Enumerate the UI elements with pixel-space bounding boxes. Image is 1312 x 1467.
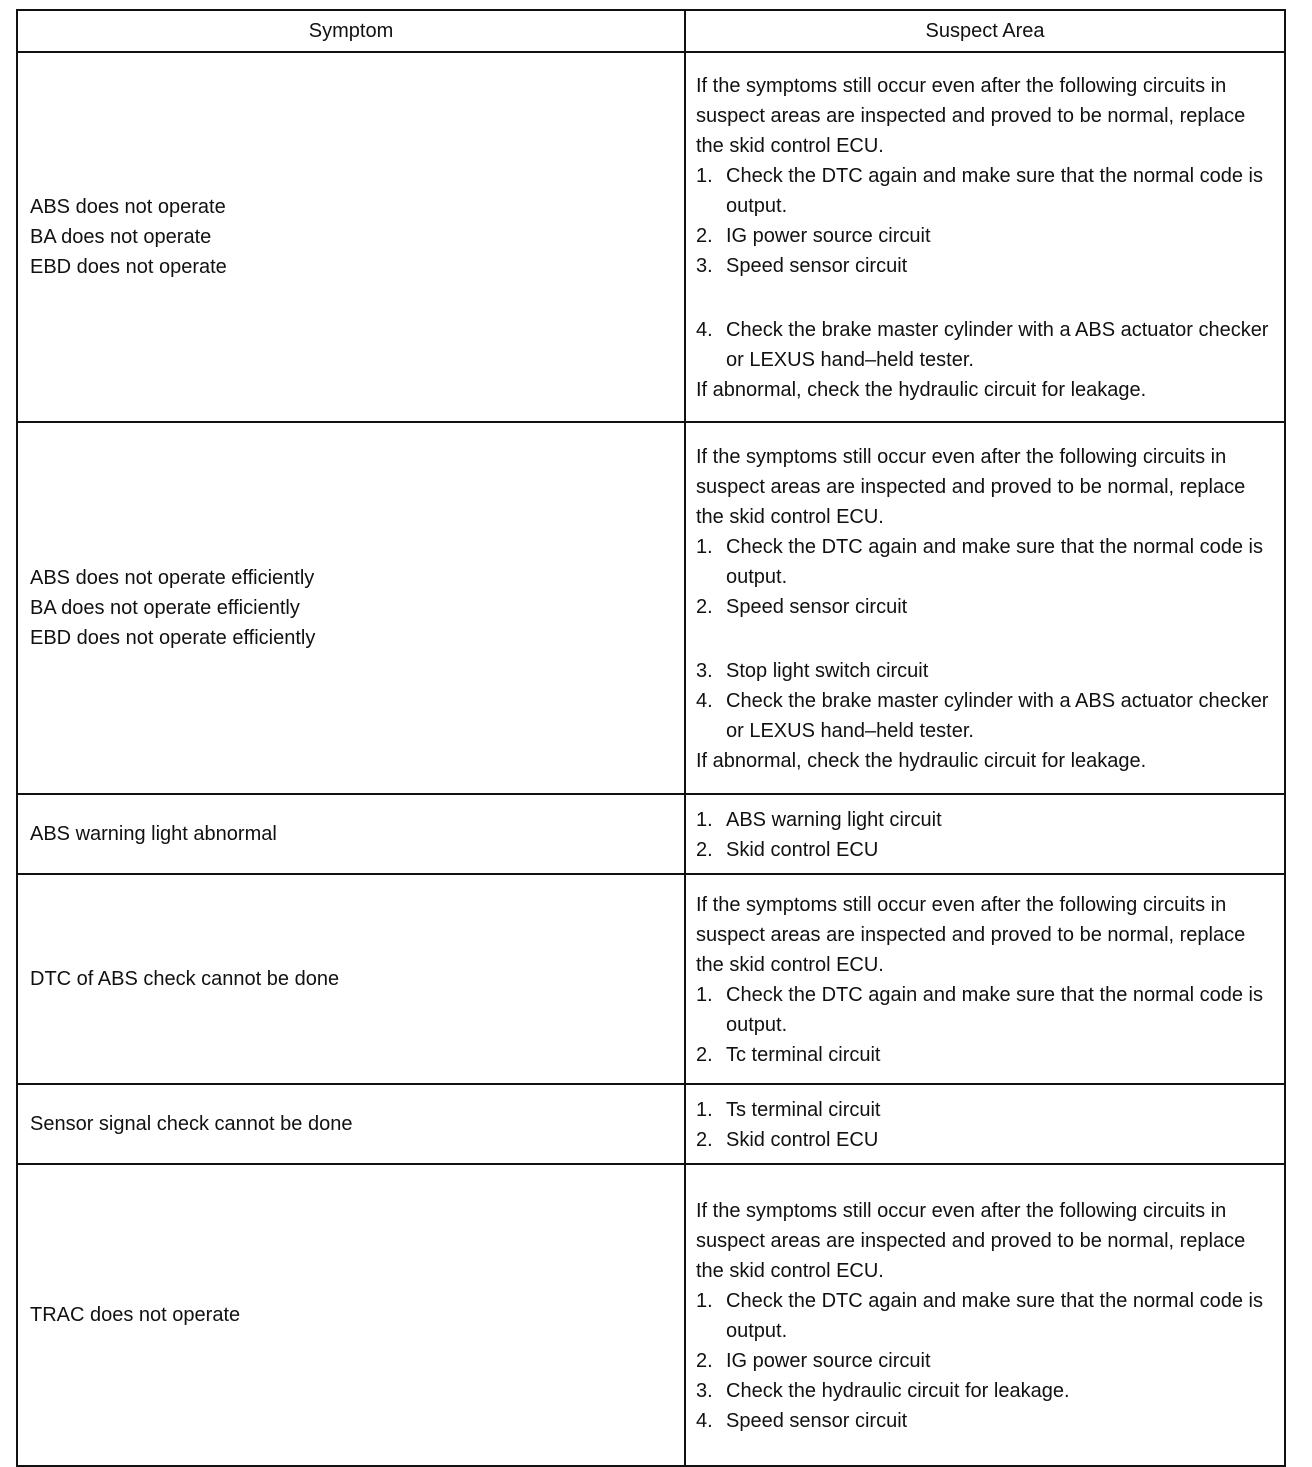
symptom-text: ABS does not operate <box>30 196 226 218</box>
step-number: 1. <box>696 1290 713 1312</box>
list-item <box>696 686 1274 746</box>
step-number: 2. <box>696 1129 713 1151</box>
suspect-intro: If the symptoms still occur even after the following circuits in suspect areas are inspected and proved to be normal, replace the skid control ECU. <box>696 1200 1246 1282</box>
step-number: 3. <box>696 255 713 277</box>
table-row <box>17 1084 1285 1164</box>
step-number: 1. <box>696 165 713 187</box>
list-item <box>696 532 1274 592</box>
list-item <box>696 315 1274 375</box>
step-number: 3. <box>696 1380 713 1402</box>
symptom-text: ABS warning light abnormal <box>30 823 277 845</box>
step-text: Tc terminal circuit <box>726 1044 881 1066</box>
symptom-cell <box>17 874 685 1084</box>
step-text: Check the brake master cylinder with a ABS actuator checker or LEXUS hand–held tester. <box>726 319 1269 371</box>
list-item <box>696 1286 1274 1346</box>
step-number: 1. <box>696 536 713 558</box>
table-row <box>17 794 1285 874</box>
suspect-note: If abnormal, check the hydraulic circuit for leakage. <box>696 750 1147 772</box>
list-item <box>696 251 1274 281</box>
step-number: 2. <box>696 1350 713 1372</box>
symptom-text: EBD does not operate <box>30 256 227 278</box>
step-text: Skid control ECU <box>726 839 879 861</box>
symptom-cell <box>17 1084 685 1164</box>
step-text: IG power source circuit <box>726 225 931 247</box>
list-item <box>696 1406 1274 1436</box>
symptom-column-header: Symptom <box>17 10 685 52</box>
suspect-intro: If the symptoms still occur even after the following circuits in suspect areas are inspected and proved to be normal, replace the skid control ECU. <box>696 75 1246 157</box>
list-item <box>696 1095 1274 1125</box>
suspect-intro: If the symptoms still occur even after the following circuits in suspect areas are inspected and proved to be normal, replace the skid control ECU. <box>696 894 1246 976</box>
step-number: 1. <box>696 984 713 1006</box>
step-number: 2. <box>696 596 713 618</box>
step-number: 4. <box>696 690 713 712</box>
step-text: Check the DTC again and make sure that the normal code is output. <box>726 984 1263 1036</box>
suspect-steps <box>696 532 1274 746</box>
list-item <box>696 656 1274 686</box>
suspect-steps <box>696 1095 1274 1155</box>
symptom-text: Sensor signal check cannot be done <box>30 1113 353 1135</box>
suspect-area-cell <box>685 1084 1285 1164</box>
list-item <box>696 980 1274 1040</box>
header-row <box>17 10 1285 52</box>
step-text: Check the DTC again and make sure that the normal code is output. <box>726 1290 1263 1342</box>
symptom-text: TRAC does not operate <box>30 1304 241 1326</box>
step-text: IG power source circuit <box>726 1350 931 1372</box>
table-row <box>17 422 1285 794</box>
step-text: Check the DTC again and make sure that the normal code is output. <box>726 165 1263 217</box>
list-item <box>696 835 1274 865</box>
suspect-steps <box>696 161 1274 375</box>
step-number: 4. <box>696 319 713 341</box>
step-number: 3. <box>696 660 713 682</box>
suspect-steps <box>696 980 1274 1070</box>
symptom-text: EBD does not operate efficiently <box>30 627 316 649</box>
step-text: ABS warning light circuit <box>726 809 942 831</box>
step-text: Skid control ECU <box>726 1129 879 1151</box>
symptom-cell <box>17 52 685 422</box>
step-number: 2. <box>696 839 713 861</box>
list-item <box>696 1125 1274 1155</box>
step-text: Check the hydraulic circuit for leakage. <box>726 1380 1070 1402</box>
step-number: 2. <box>696 225 713 247</box>
suspect-intro: If the symptoms still occur even after the following circuits in suspect areas are inspected and proved to be normal, replace the skid control ECU. <box>696 446 1246 528</box>
suspect-note: If abnormal, check the hydraulic circuit for leakage. <box>696 379 1147 401</box>
suspect-steps <box>696 805 1274 865</box>
step-text: Check the DTC again and make sure that the normal code is output. <box>726 536 1263 588</box>
list-item <box>696 1346 1274 1376</box>
step-text: Speed sensor circuit <box>726 1410 908 1432</box>
table-row <box>17 1164 1285 1466</box>
step-text: Speed sensor circuit <box>726 596 908 618</box>
list-item <box>696 161 1274 221</box>
suspect-area-cell <box>685 52 1285 422</box>
symptom-cell <box>17 422 685 794</box>
suspect-area-cell <box>685 874 1285 1084</box>
step-text: Check the brake master cylinder with a ABS actuator checker or LEXUS hand–held tester. <box>726 690 1269 742</box>
symptom-text: BA does not operate efficiently <box>30 597 300 619</box>
symptom-text: ABS does not operate efficiently <box>30 567 315 589</box>
table-row <box>17 874 1285 1084</box>
suspect-area-column-header: Suspect Area <box>685 10 1285 52</box>
list-item <box>696 221 1274 251</box>
problem-symptoms-table-wrap <box>16 9 1284 1467</box>
suspect-area-cell <box>685 1164 1285 1466</box>
symptom-cell <box>17 794 685 874</box>
problem-symptoms-table <box>16 9 1286 1467</box>
step-number: 1. <box>696 809 713 831</box>
step-text: Stop light switch circuit <box>726 660 929 682</box>
step-number: 2. <box>696 1044 713 1066</box>
step-text: Speed sensor circuit <box>726 255 908 277</box>
symptom-text: DTC of ABS check cannot be done <box>30 968 340 990</box>
suspect-area-cell <box>685 422 1285 794</box>
step-text: Ts terminal circuit <box>726 1099 881 1121</box>
step-number: 1. <box>696 1099 713 1121</box>
list-item <box>696 1376 1274 1406</box>
suspect-area-cell <box>685 794 1285 874</box>
list-item <box>696 592 1274 622</box>
table-row <box>17 52 1285 422</box>
symptom-text: BA does not operate <box>30 226 212 248</box>
list-item <box>696 1040 1274 1070</box>
list-item <box>696 805 1274 835</box>
step-number: 4. <box>696 1410 713 1432</box>
suspect-steps <box>696 1286 1274 1436</box>
symptom-cell <box>17 1164 685 1466</box>
